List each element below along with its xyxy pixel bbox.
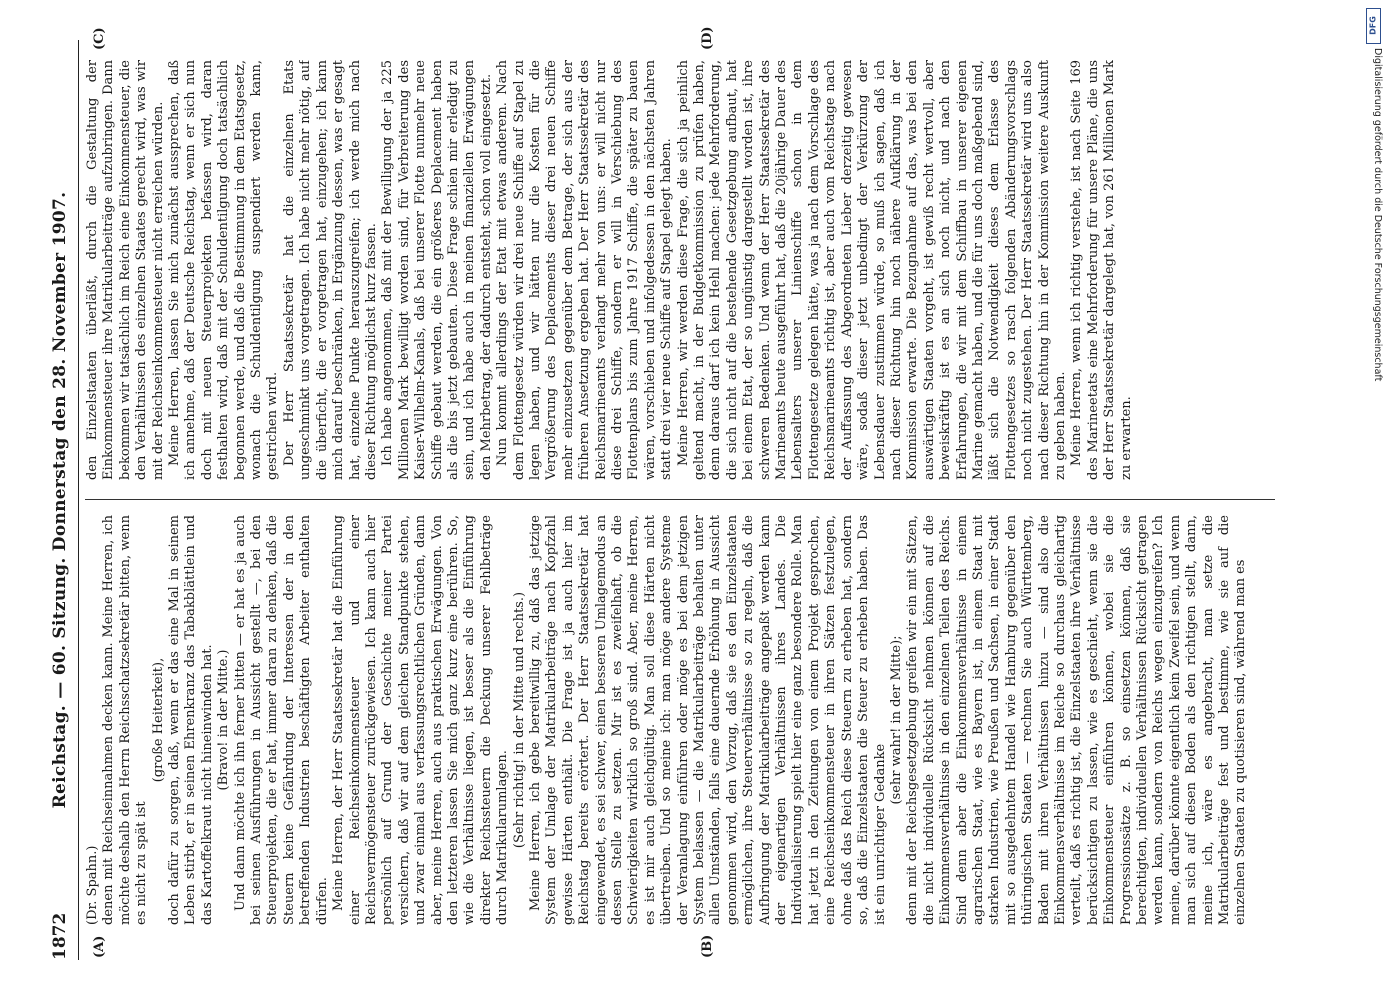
margin-marker-d: (D) (700, 26, 715, 50)
paragraph: Meine Herren, wir werden diese Frage, die sich ja peinlich geltend macht, in der Budgetkommission zu prüfen haben, denn daraus darf ich kein Hehl machen: jede Mehrforderung, die sich nicht auf die bestehende Gesetzgebung aufbaut, hat bei einem Etat, der so ungünstig dargestellt worden ist, ihre schweren Bedenken. Und wenn der Herr Staatssekretär des Marineamts heute ausgeführt hat, daß die 20jährige Dauer des Lebensalters unserer Linienschiffe schon in dem Flottengesetze gelegen hätte, was ja nach dem Vorschlage des Reichsmarineamts richtig ist, aber auch vom Reichstage nach der Auffassung des Abgeordneten Lieber derzeitig gewesen wäre, sodaß dieser jetzt unbedingt der Verkürzung der Lebensdauer zustimmen würde, so muß ich sagen, daß ich nach dieser Richtung hin noch nähere Aufklärung in der Kommission erwarte. Die Bezugnahme auf das, was bei den auswärtigen Staaten vorgeht, ist gewiß recht wertvoll, aber beweiskräftig ist es an sich noch nicht, und nach den Erfahrungen, die wir mit dem Schiffbau in unserer eigenen Marine gemacht haben, und die für uns doch maßgebend sind, läßt sich die Notwendigkeit dieses dem Erlasse des Flottengesetzes so rasch folgenden Abänderungsvorschlags noch nicht zugestehen. Der Herr Staatssekretär wird uns also nach dieser Richtung hin in der Kommission weitere Auskunft zu geben haben. (675, 60, 1068, 480)
paragraph: denn mit der Reichsgesetzgebung greifen wir ein mit Sätzen, die nicht individuelle Rücksicht nehmen können auf die Einkommensverhältnisse in den einzelnen Teilen des Reichs. Sind denn aber die Einkommensverhältnisse in einem agrarischen Staat, wie es Bayern ist, in einem Staat mit starken Industrien, wie Preußen und Sachsen, in einer Stadt mit so ausgedehntem Handel wie Hamburg gegenüber den thüringischen Staaten — rechnen Sie auch Württemberg, Baden mit ihren Verhältnissen hinzu — sind also die Einkommensverhältnisse im Reiche so durchaus gleichartig verteilt, daß es richtig ist, die Einzelstaaten ihre Verhältnisse berücksichtigen zu lassen, wie es geschieht, wenn sie die Einkommensteuer einführen können, wobei sie die Progressionssätze z. B. so einsetzen können, daß sie berechtigten, individuellen Verhältnissen Rücksicht getragen werden kann, sondern von Reichs wegen einzugreifen? Ich meine, darüber könnte eigentlich kein Zweifel sein, und wenn man sich auf diesen Boden als den richtigen stellt, dann, meine ich, wäre es angebracht, man setze die Matrikularbeiträge fest und bestimme, wie sie auf die einzelnen Staaten zu quotisieren sind, während man es (905, 515, 1249, 925)
paragraph: Meine Herren, wenn ich richtig verstehe, ist nach Seite 169 des Marineetats eine Mehrforderung für unsere Pläne, die uns der Herr Staatssekretär dargelegt hat, von 261 Millionen Mark zu erwarten. (1069, 60, 1134, 480)
paragraph: Meine Herren, der Herr Staatssekretär hat die Einführung einer Reichseinkommensteuer und einer Reichsvermögensteuer zurückgewiesen. Ich kann auch hier persönlich auf Grund der Geschichte meiner Partei versichern, daß wir auf dem gleichen Standpunkte stehen, und zwar einmal aus verfassungsrechtlichen Gründen, dann aber, meine Herren, auch aus praktischen Erwägungen. Von den letzteren lassen Sie mich ganz kurz eine berühren. So, wie die Verhältnisse liegen, ist besser als die Einführung direkter Reichssteuern die Deckung unserer Fehlbeträge durch Matrikularumlagen. (331, 515, 511, 925)
right-column (85, 60, 1275, 480)
paragraph: Meine Herren, lassen Sie mich zunächst aussprechen, daß ich annehme, daß der Deutsche Reichstag, wenn er sich nun doch mit neuen Steuerprojekten befassen wird, daran festhalten wird, daß mit der Schuldentilgung doch tatsächlich begonnen werde, und daß die Bestimmung in dem Etatsgesetz, wonach die Schuldentilgung suspendiert werden kann, gestrichen wird. (167, 60, 281, 480)
attribution-text: Digitalisierung gefördert durch die Deutsche Forschungsgemeinschaft (1372, 48, 1383, 382)
running-title: Reichstag. — 60. Sitzung. Donnerstag den 28. November 1907. (50, 191, 70, 809)
dfg-logo-text: DFG (1368, 16, 1378, 35)
interjection: (große Heiterkeit), (150, 657, 166, 783)
paragraph: doch dafür zu sorgen, daß, wenn er das eine Mal in seinem Leben stirbt, er in seinen Ehrenkranz das Tabakblättlein und das Kartoffelkraut nicht hineinwinden hat. (167, 515, 215, 925)
page-header (50, 40, 74, 960)
paragraph: Nun kommt allerdings der Etat mit etwas anderem. Nach dem Flottengesetz würden wir drei neue Schiffe auf Stapel zu legen haben, und wir hätten nur die Kosten für die Vergrößerung des Deplacements dieser drei neuen Schiffe mehr einzusetzen gegenüber dem Betrage, der sich aus der früheren Ansetzung ergeben hat. Der Herr Staatssekretär des Reichsmarineamts verlangt mehr von uns: er will nicht nur diese drei Schiffe, sondern er will in Verschiebung des Flottenplans bis zum Jahre 1917 Schiffe, die später zu bauen wären, vorschieben und infolgedessen in den nächsten Jahren statt drei vier neue Schiffe auf Stapel gelegt haben. (495, 60, 675, 480)
margin-marker-a: (A) (92, 935, 107, 958)
paragraph: den Einzelstaaten überläßt, durch die Gestaltung der Einkommensteuer ihre Matrikularbeiträge aufzubringen. Dann bekommen wir tatsächlich im Reich eine Einkommensteuer, die den Verhältnissen des einzelnen Staates gerecht wird, was wir mit der Reichseinkommensteuer nicht erreichen würden. (85, 60, 166, 480)
interjection: (sehr wahr! in der Mitte); (888, 635, 904, 805)
paragraph: Ich habe angenommen, daß mit der Bewilligung der ja 225 Millionen Mark bewilligt worden sind, für Verbreiterung des Kaiser-Wilhelm-Kanals, daß bei unserer Flotte nunmehr neue Schiffe gebaut werden, die ein größeres Deplacement haben als die bis jetzt gebauten. Diese Frage schien mir erledigt zu sein, und ich habe auch in meinen finanziellen Erwägungen den Mehrbetrag, der dadurch entsteht, schon voll eingesetzt. (380, 60, 494, 480)
page-number: 1872 (50, 912, 70, 960)
paragraph: Meine Herren, ich gebe bereitwillig zu, daß das jetzige System der Umlage der Matrikularbeiträge nach Kopfzahl gewisse Härten enthält. Die Frage ist ja auch hier im Reichstag bereits erörtert. Der Herr Staatssekretär hat eingewendet, es sei schwer, einen besseren Umlagemodus an dessen Stelle zu setzen. Mir ist es zweifelhaft, ob die Schwierigkeiten wirklich so groß sind. Aber, meine Herren, es ist mir auch gleichgültig. Man soll diese Härten nicht übertreiben. Und so meine ich: man möge andere Systeme der Veranlagung einführen oder möge es bei dem jetzigen System belassen — die Matrikularbeiträge behalten unter allen Umständen, falls eine dauernde Erhöhung in Aussicht genommen wird, den Vorzug, daß sie es den Einzelstaaten ermöglichen, ihre Steuerverhältnisse so zu regeln, daß die Aufbringung der Matrikularbeiträge angepaßt werden kann der eigenartigen Verhältnissen ihres Landes. Die Individualisierung spielt hier eine ganz besondere Rolle. Man hat jetzt in den Zeitungen von einem Projekt gesprochen, eine Reichseinkommensteuer in ihren Sätzen festzulegen, ohne daß das Reich diese Steuern zu erheben hat, sondern so, daß die Einzelstaaten die Steuer zu erheben haben. Das ist ein unrichtiger Gedanke (527, 515, 888, 925)
header-rule (78, 40, 79, 960)
interjection: (Bravo! in der Mitte.) (216, 649, 232, 791)
paragraph: Der Herr Staatssekretär hat die einzelnen Etats ungeschminkt uns vorgetragen. Ich habe nicht mehr nötig, auf die überficht, die er vorgetragen hat, einzugehen; ich kann mich darauf beschränken, in Ergänzung dessen, was er gesagt hat, einzelne Punkte herauszugreifen; ich werde mich nach dieser Richtung möglichst kurz fassen. (281, 60, 379, 480)
margin-marker-c: (C) (92, 27, 107, 50)
dfg-logo (1366, 8, 1381, 44)
paragraph: Und dann möchte ich ihn ferner bitten — er hat es ja auch bei seinen Ausführungen in Aussicht gestellt —, bei den Steuerprojekten, die er hat, immer daran zu denken, daß die Steuern keine Gefährdung der Interessen der in den betreffenden Industrien beschäftigten Arbeiter enthalten dürfen. (232, 515, 330, 925)
column-divider (85, 499, 1275, 500)
interjection: (Sehr richtig! in der Mitte und rechts.) (511, 591, 527, 849)
speaker-label: (Dr. Spahn.) (85, 845, 100, 925)
margin-marker-b: (B) (700, 934, 715, 958)
paragraph: denen mit Reichseinnahmen decken kann. Meine Herren, ich möchte deshalb den Herrn Reichsschatzsekretär bitten, wenn es nicht zu spät ist (101, 515, 150, 925)
left-column (85, 515, 1275, 925)
